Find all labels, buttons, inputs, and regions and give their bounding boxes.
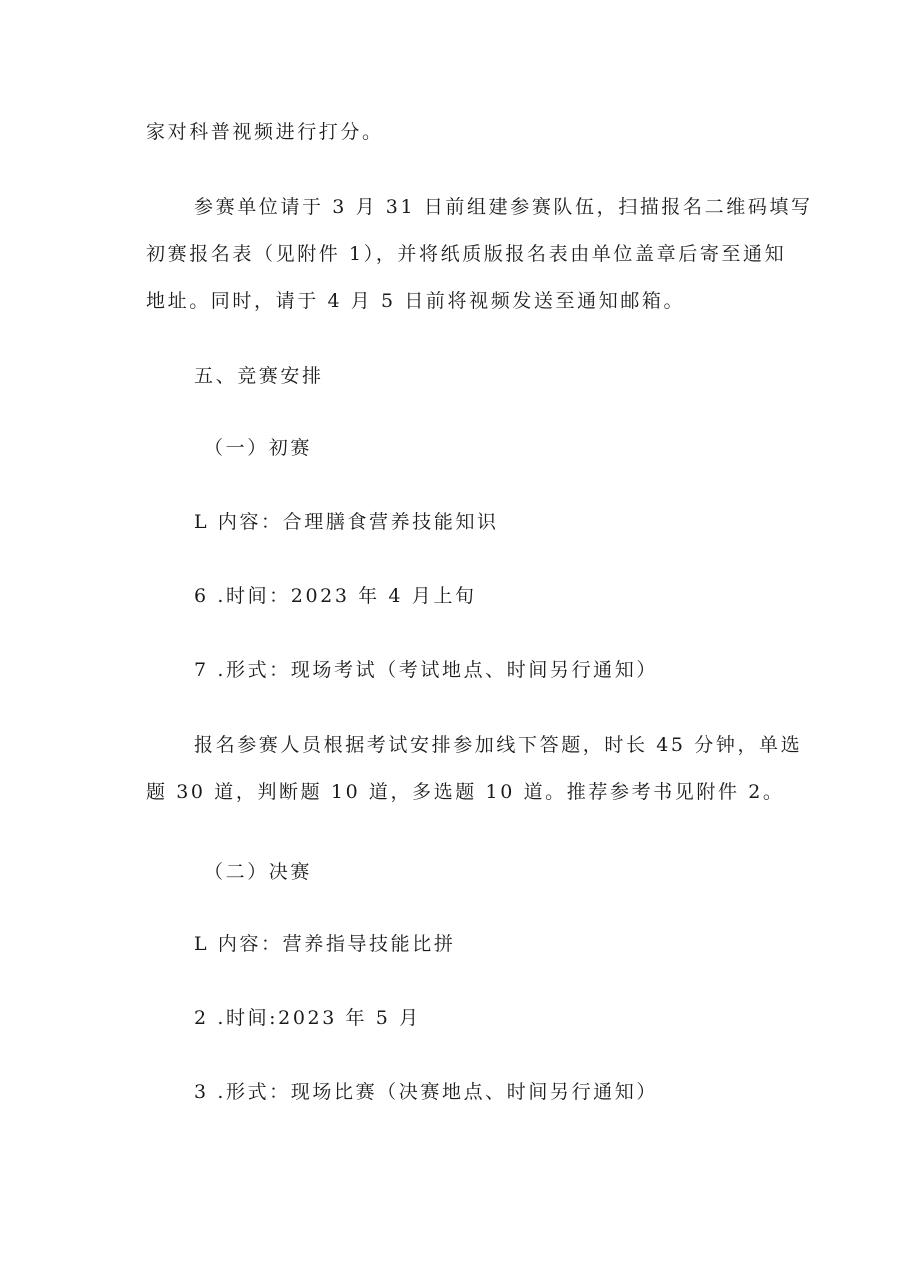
paragraph-line: 家对科普视频进行打分。: [146, 121, 384, 143]
paragraph-line: 地址。同时，请于 4 月 5 日前将视频发送至通知邮箱。: [146, 290, 686, 312]
list-item: 3 .形式：现场比赛（决赛地点、时间另行通知）: [194, 1081, 658, 1103]
paragraph-line: 题 30 道，判断题 10 道，多选题 10 道。推荐参考书见附件 2。: [146, 781, 785, 803]
list-item: 7 .形式：现场考试（考试地点、时间另行通知）: [194, 659, 658, 681]
paragraph-line: 初赛报名表（见附件 1），并将纸质版报名表由单位盖章后寄至通知: [146, 243, 787, 265]
subsection-heading: （一）初赛: [204, 437, 313, 459]
paragraph-line: 参赛单位请于 3 月 31 日前组建参赛队伍，扫描报名二维码填写: [194, 196, 813, 218]
list-item: 6 .时间：2023 年 4 月上旬: [194, 585, 477, 607]
section-heading: 五、竞赛安排: [194, 365, 324, 387]
paragraph-line: 报名参赛人员根据考试安排参加线下答题，时长 45 分钟，单选: [194, 734, 803, 756]
list-item: L 内容：合理膳食营养技能知识: [194, 511, 499, 533]
subsection-heading: （二）决赛: [204, 861, 313, 883]
list-item: 2 .时间:2023 年 5 月: [194, 1007, 421, 1029]
list-item: L 内容：营养指导技能比拼: [194, 933, 456, 955]
